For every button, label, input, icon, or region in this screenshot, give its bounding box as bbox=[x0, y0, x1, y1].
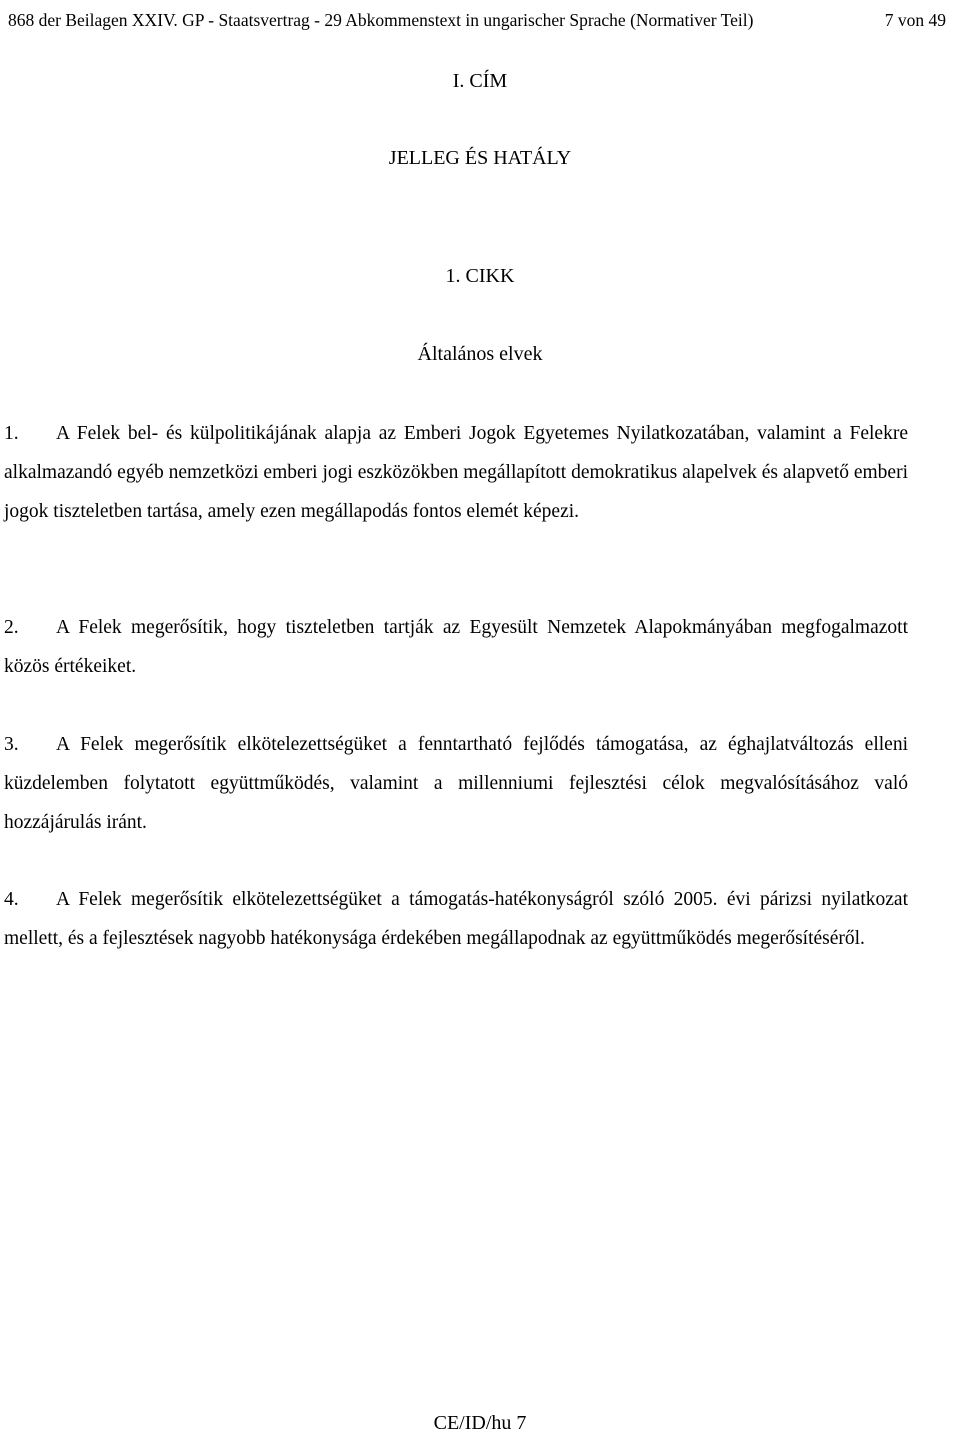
paragraph-text: A Felek megerősítik elkötelezettségüket a támogatás-hatékonyságról szóló 2005. évi párizsi nyilatkozat mellett, és a fejlesztések nagyobb hatékonysága érdekében megállapodnak az együttműködés megerősítéséről. bbox=[4, 889, 908, 949]
article-subtitle: Általános elvek bbox=[417, 343, 543, 365]
part-subtitle: JELLEG ÉS HATÁLY bbox=[388, 147, 572, 169]
paragraph-number: 3. bbox=[4, 734, 19, 755]
paragraph-3 bbox=[4, 725, 908, 842]
part-heading: I. CÍM bbox=[452, 70, 508, 92]
paragraph-text: A Felek megerősítik, hogy tiszteletben tartják az Egyesült Nemzetek Alapokmányában megfogalmazott közös értékeiket. bbox=[4, 617, 908, 677]
paragraph-number: 4. bbox=[4, 889, 19, 910]
paragraph-2 bbox=[4, 608, 908, 686]
paragraph-number: 2. bbox=[4, 617, 19, 638]
header-document-title: 868 der Beilagen XXIV. GP - Staatsvertrag - 29 Abkommenstext in ungarischer Sprache (Normativer Teil) bbox=[8, 9, 754, 30]
paragraph-4 bbox=[4, 880, 908, 958]
paragraph-text: A Felek megerősítik elkötelezettségüket a fenntartható fejlődés támogatása, az éghajlatváltozás elleni küzdelemben folytatott együttműködés, valamint a millenniumi fejlesztési célok megvalósításához való hozzájárulás iránt. bbox=[4, 734, 908, 833]
page-footer: CE/ID/hu 7 bbox=[433, 1412, 527, 1434]
header-page-number: 7 von 49 bbox=[884, 9, 946, 30]
paragraph-number: 1. bbox=[4, 423, 19, 444]
article-heading: 1. CIKK bbox=[445, 265, 515, 287]
paragraph-text: A Felek bel- és külpolitikájának alapja az Emberi Jogok Egyetemes Nyilatkozatában, valamint a Felekre alkalmazandó egyéb nemzetközi emberi jogi eszközökben megállapított demokratikus alapelvek és alapvető emberi jogok tiszteletben tartása, amely ezen megállapodás fontos elemét képezi. bbox=[4, 423, 908, 522]
paragraph-1 bbox=[4, 414, 908, 531]
page-header bbox=[8, 0, 946, 40]
